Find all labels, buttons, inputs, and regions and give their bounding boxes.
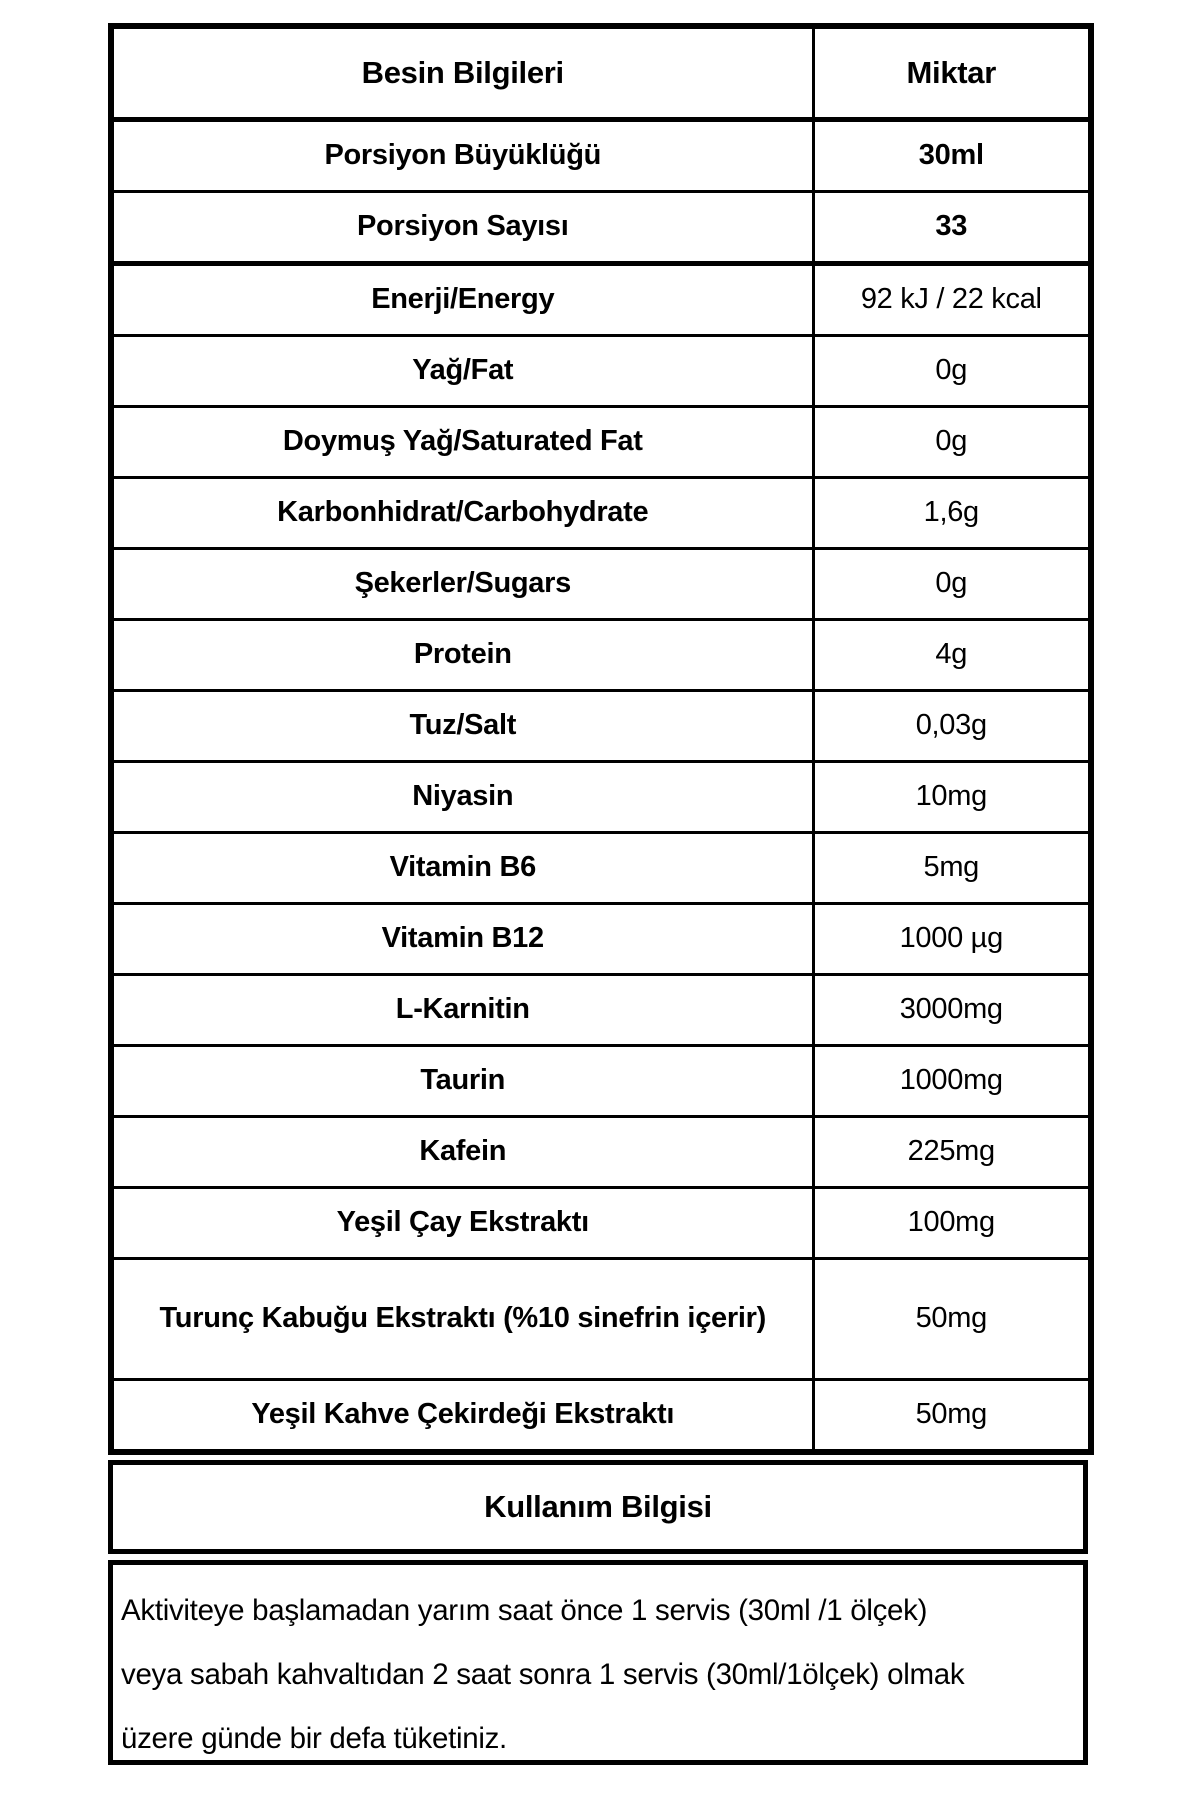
amount-cell: 0g bbox=[813, 549, 1091, 620]
nutrient-name-cell: Yağ/Fat bbox=[111, 336, 813, 407]
nutrient-row bbox=[111, 264, 1091, 336]
usage-info-line: üzere günde bir defa tüketiniz. bbox=[121, 1722, 507, 1755]
nutrient-row bbox=[111, 1380, 1091, 1453]
nutrient-row bbox=[111, 478, 1091, 549]
amount-cell: 1000mg bbox=[813, 1046, 1091, 1117]
nutrient-name-cell: Tuz/Salt bbox=[111, 691, 813, 762]
nutrient-name-cell: Yeşil Kahve Çekirdeği Ekstraktı bbox=[111, 1380, 813, 1453]
nutrition-table bbox=[108, 23, 1094, 1455]
nutrient-row bbox=[111, 904, 1091, 975]
nutrient-row bbox=[111, 192, 1091, 264]
amount-cell: 0,03g bbox=[813, 691, 1091, 762]
nutrient-row bbox=[111, 1188, 1091, 1259]
nutrient-name-cell: Enerji/Energy bbox=[111, 264, 813, 336]
amount-cell: 30ml bbox=[813, 120, 1091, 192]
nutrient-name-cell: Turunç Kabuğu Ekstraktı (%10 sinefrin içerir) bbox=[111, 1259, 813, 1380]
nutrient-name-cell: Porsiyon Sayısı bbox=[111, 192, 813, 264]
nutrient-name-cell: Niyasin bbox=[111, 762, 813, 833]
amount-cell: 92 kJ / 22 kcal bbox=[813, 264, 1091, 336]
nutrition-content bbox=[108, 23, 1088, 1765]
nutrient-row bbox=[111, 691, 1091, 762]
amount-cell: 225mg bbox=[813, 1117, 1091, 1188]
nutrient-name-cell: Vitamin B6 bbox=[111, 833, 813, 904]
nutrient-name-cell: Taurin bbox=[111, 1046, 813, 1117]
nutrient-row bbox=[111, 336, 1091, 407]
amount-cell: 0g bbox=[813, 336, 1091, 407]
nutrient-row bbox=[111, 1259, 1091, 1380]
nutrient-name-cell: Vitamin B12 bbox=[111, 904, 813, 975]
amount-cell: 10mg bbox=[813, 762, 1091, 833]
usage-info-title: Kullanım Bilgisi bbox=[484, 1489, 712, 1524]
nutrient-name-cell: Kafein bbox=[111, 1117, 813, 1188]
amount-cell: 3000mg bbox=[813, 975, 1091, 1046]
table-header-row bbox=[111, 26, 1091, 120]
header-nutrient-label: Besin Bilgileri bbox=[111, 26, 813, 120]
nutrient-row bbox=[111, 762, 1091, 833]
amount-cell: 1000 µg bbox=[813, 904, 1091, 975]
amount-cell: 50mg bbox=[813, 1259, 1091, 1380]
nutrient-row bbox=[111, 407, 1091, 478]
nutrient-row bbox=[111, 975, 1091, 1046]
amount-cell: 4g bbox=[813, 620, 1091, 691]
usage-info-line: veya sabah kahvaltıdan 2 saat sonra 1 servis (30ml/1ölçek) olmak bbox=[121, 1658, 965, 1691]
nutrient-name-cell: Şekerler/Sugars bbox=[111, 549, 813, 620]
nutrient-row bbox=[111, 833, 1091, 904]
amount-cell: 100mg bbox=[813, 1188, 1091, 1259]
nutrient-name-cell: Yeşil Çay Ekstraktı bbox=[111, 1188, 813, 1259]
usage-info-text-box bbox=[108, 1560, 1088, 1765]
nutrient-row bbox=[111, 1117, 1091, 1188]
amount-cell: 50mg bbox=[813, 1380, 1091, 1453]
usage-info-title-box bbox=[108, 1460, 1088, 1554]
nutrient-name-cell: Porsiyon Büyüklüğü bbox=[111, 120, 813, 192]
nutrient-name-cell: Doymuş Yağ/Saturated Fat bbox=[111, 407, 813, 478]
amount-cell: 33 bbox=[813, 192, 1091, 264]
nutrient-row bbox=[111, 120, 1091, 192]
amount-cell: 1,6g bbox=[813, 478, 1091, 549]
amount-cell: 0g bbox=[813, 407, 1091, 478]
amount-cell: 5mg bbox=[813, 833, 1091, 904]
usage-info-line: Aktiviteye başlamadan yarım saat önce 1 servis (30ml /1 ölçek) bbox=[121, 1594, 928, 1627]
nutrient-name-cell: L-Karnitin bbox=[111, 975, 813, 1046]
nutrient-row bbox=[111, 620, 1091, 691]
nutrient-name-cell: Protein bbox=[111, 620, 813, 691]
nutrient-name-cell: Karbonhidrat/Carbohydrate bbox=[111, 478, 813, 549]
nutrient-row bbox=[111, 1046, 1091, 1117]
nutrient-row bbox=[111, 549, 1091, 620]
header-amount-label: Miktar bbox=[813, 26, 1091, 120]
